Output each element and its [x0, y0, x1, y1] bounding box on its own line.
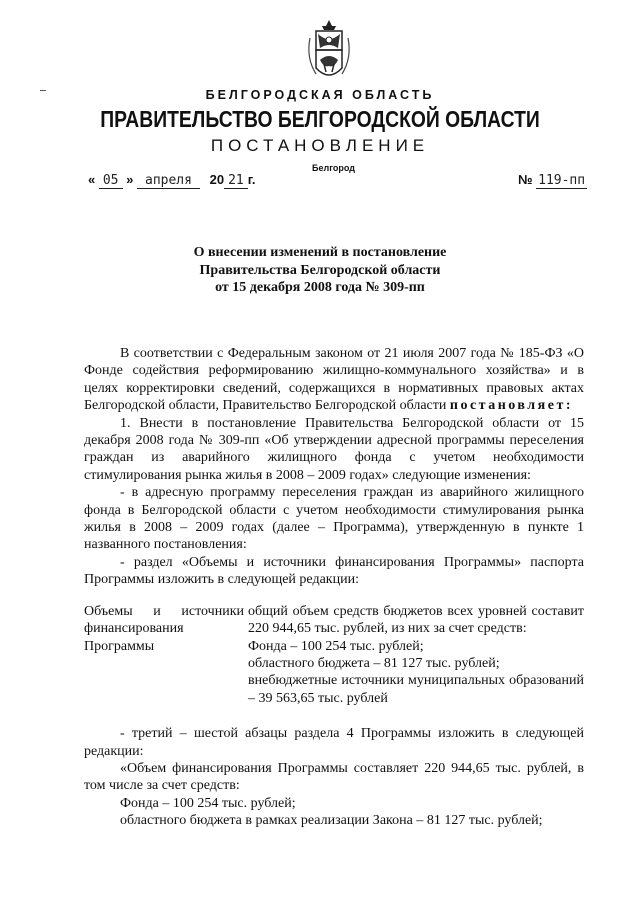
decides-word: постановляет:: [449, 398, 573, 414]
document-body: [84, 345, 584, 830]
date-close-quote: »: [126, 172, 134, 187]
coat-of-arms-icon: [298, 18, 360, 88]
funding-municipal: внебюджетные источники муниципальных образований – 39 563,65 тыс. рублей: [248, 673, 584, 706]
date-year-unit: г.: [247, 172, 256, 187]
title-line-3: от 15 декабря 2008 года № 309-пп: [215, 280, 425, 295]
number-value: 119-пп: [538, 173, 586, 188]
intro-text: В соответствии с Федеральным законом от 21 июля 2007 года № 185-ФЗ «О Фонде содействия реформированию жилищно-коммунального хозяйства» и в целях корректировки сведений, содержащихся в нормативных правовых актах Белгородской области, Правительство Белгородской области: [84, 346, 584, 414]
title-line-1: О внесении изменений в постановление: [193, 245, 447, 260]
government-name: ПРАВИТЕЛЬСТВО БЕЛГОРОДСКОЙ ОБЛАСТИ: [100, 106, 540, 132]
item-1-paragraph: 1. Внести в постановление Правительства Белгородской области от 15 декабря 2008 года № 309-пп «Об утверждении адресной программы переселения граждан из аварийного жилищного фонда с учетом необходимости стимулирования рынка жилья в 2008 – 2009 годах» следующие изменения:: [84, 415, 584, 483]
funding-regional: областного бюджета – 81 127 тыс. рублей;: [248, 655, 500, 671]
city-name: Белгород: [312, 163, 355, 173]
document-date: [88, 172, 255, 188]
region-name: БЕЛГОРОДСКАЯ ОБЛАСТЬ: [205, 88, 435, 102]
date-day: 05: [99, 173, 123, 189]
document-title: [0, 244, 640, 297]
funding-table-label: Объемы и источники финансирования Программы: [84, 603, 244, 654]
title-line-2: Правительства Белгородской области: [199, 262, 441, 278]
funding-fund: Фонда – 100 254 тыс. рублей;: [248, 638, 424, 654]
document-type: ПОСТАНОВЛЕНИЕ: [210, 136, 430, 155]
date-month: апреля: [137, 173, 200, 189]
item-1c-paragraph: - третий – шестой абзацы раздела 4 Программы изложить в следующей редакции:: [84, 726, 584, 759]
funding-table-values: [248, 603, 584, 707]
quote-paragraph-1: «Объем финансирования Программы составляет 220 944,65 тыс. рублей, в том числе за счет средств:: [84, 760, 584, 794]
date-open-quote: «: [88, 172, 96, 187]
funding-total: общий объем средств бюджетов всех уровней составит 220 944,65 тыс. рублей, из них за счет средств:: [248, 603, 584, 637]
item-1b-paragraph: - раздел «Объемы и источники финансирования Программы» паспорта Программы изложить в следующей редакции:: [84, 554, 584, 588]
date-year-suffix: 21: [224, 173, 248, 189]
quote-paragraph-2: Фонда – 100 254 тыс. рублей;: [120, 795, 296, 811]
item-1a-paragraph: - в адресную программу переселения граждан из аварийного жилищного фонда в Белгородской области с учетом необходимости стимулирования рынка жилья в 2008 – 2009 годах (далее – Программа), утвержденную в пункте 1 названного постановления:: [84, 485, 584, 553]
quote-paragraph-3: областного бюджета в рамках реализации Закона – 81 127 тыс. рублей;: [120, 813, 543, 829]
number-label: №: [518, 172, 533, 187]
date-year-prefix: 20: [209, 172, 225, 187]
funding-table: [84, 603, 584, 707]
document-number: [518, 172, 587, 188]
intro-paragraph: [84, 345, 584, 415]
